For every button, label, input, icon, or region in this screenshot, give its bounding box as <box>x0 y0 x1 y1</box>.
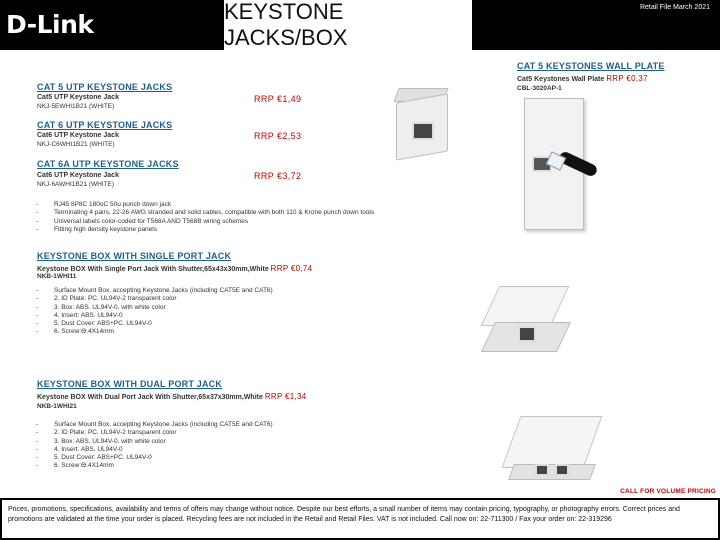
box-single-spec-item: - 2. ID Plate: PC. UL94V-2 transparent color <box>34 295 374 303</box>
keystone-jack-image <box>388 84 468 180</box>
box-single-specs <box>34 287 374 337</box>
box-dual-spec-item: - 3. Box: ABS. UL94V-0. with white color <box>34 438 374 446</box>
box-dual-sku: NKB-1WHI21 <box>37 403 77 410</box>
jack-feature-item: - Fitting high density keystone panels <box>34 226 504 234</box>
volume-pricing-label: CALL FOR VOLUME PRICING <box>620 488 716 495</box>
box-single-spec-item: - 6. Screw:Ɵ.4X14mm <box>34 328 374 336</box>
keystone-box-dual-image <box>505 412 605 488</box>
cat6a-jack-price: RRP €3,72 <box>254 171 302 181</box>
cat6a-jacks-heading: CAT 6A UTP KEYSTONE JACKS <box>37 159 179 169</box>
box-dual-spec-item: - Surface Mount Box, accepting Keystone Jacks (including CAT5E and CAT6) <box>34 421 374 429</box>
box-dual-spec-item: - 2. ID Plate: PC. UL94V-2 transparent color <box>34 429 374 437</box>
wall-plate-sku: CBL-3020AP-1 <box>517 85 562 92</box>
cat6-jack-price: RRP €2,53 <box>254 131 302 141</box>
dlink-logo: D-Link <box>6 10 94 39</box>
box-dual-product <box>37 392 307 401</box>
cat5-jack-product: Cat5 UTP Keystone Jack <box>37 94 119 101</box>
box-single-spec-item: - 4. Insert: ABS. UL94V-0 <box>34 312 374 320</box>
box-single-spec-item: - Surface Mount Box, accepting Keystone Jacks (including CAT5E and CAT6) <box>34 287 374 295</box>
box-dual-product-name: Keystone BOX With Dual Port Jack With Shutter,65x37x30mm,White <box>37 394 263 401</box>
retail-file-label: Retail File March 2021 <box>639 4 710 11</box>
box-dual-spec-item: - 6. Screw:Ɵ.4X14mm <box>34 462 374 470</box>
footer-bar <box>0 498 720 540</box>
cat5-jack-price: RRP €1,49 <box>254 94 302 104</box>
jack-features-list <box>34 201 504 234</box>
wall-plate-price: RRP €0,37 <box>606 74 648 83</box>
wall-plate-product <box>517 74 648 83</box>
keystone-box-single-image <box>482 282 582 366</box>
cat6a-jack-product: Cat6 UTP Keystone Jack <box>37 172 119 179</box>
wall-plate-heading: CAT 5 KEYSTONES WALL PLATE <box>517 61 665 71</box>
cat5-jacks-heading: CAT 5 UTP KEYSTONE JACKS <box>37 82 173 92</box>
box-single-heading: KEYSTONE BOX WITH SINGLE PORT JACK <box>37 251 232 261</box>
page-title: KEYSTONE JACKS/BOX <box>224 0 472 50</box>
jack-feature-item: - Terminating 4 pairs, 22-26 AWG stranded and solid cables, compatible with both 110 & Krone punch down tools <box>34 209 504 217</box>
box-dual-price: RRP €1,34 <box>264 392 307 401</box>
jack-feature-item: - RJ45 8P8C 180oC 50u punch down jack <box>34 201 504 209</box>
box-single-product <box>37 264 312 273</box>
box-single-product-name: Keystone BOX With Single Port Jack With Shutter,65x43x30mm,White <box>37 266 269 273</box>
box-dual-heading: KEYSTONE BOX WITH DUAL PORT JACK <box>37 379 223 389</box>
box-dual-specs <box>34 421 374 471</box>
footer-disclaimer: Prices, promotions, specifications, availability and terms of offers may change without notice. Despite our best efforts, a small number of items may contain pricing, typography, or photography errors. Correct prices and promotions are validated at the time your order is placed. Recycling fees are not included in the Retail and Retail Files. VAT is not included. Call now on: 22-711300 / Fax your order on: 22-319296 <box>2 500 718 538</box>
cat5-jack-sku: NKJ-5EWHI1B21 (WHITE) <box>37 103 115 110</box>
box-single-price: RRP €0,74 <box>270 264 313 273</box>
cat6-jack-product: Cat6 UTP Keystone Jack <box>37 132 119 139</box>
cat6a-jack-sku: NKJ-6AWHI1B21 (WHITE) <box>37 181 115 188</box>
box-single-spec-item: - 5. Dust Cover: ABS+PC. UL94V-0 <box>34 320 374 328</box>
box-single-sku: NKB-1WHI11 <box>37 273 77 280</box>
header-bar <box>0 0 720 50</box>
jack-feature-item: - Universal labels color-coded for T568A AND T568B wiring schemes <box>34 218 504 226</box>
wall-plate-product-name: Cat5 Keystones Wall Plate <box>517 76 605 83</box>
cat6-jacks-heading: CAT 6 UTP KEYSTONE JACKS <box>37 120 173 130</box>
cat6-jack-sku: NKJ-C6WHI1B21 (WHITE) <box>37 141 115 148</box>
wall-plate-image <box>512 96 622 236</box>
box-single-spec-item: - 3. Box: ABS. UL94V-0. with white color <box>34 304 374 312</box>
box-dual-spec-item: - 4. Insert: ABS. UL94V-0 <box>34 446 374 454</box>
box-dual-spec-item: - 5. Dust Cover: ABS+PC. UL94V-0 <box>34 454 374 462</box>
